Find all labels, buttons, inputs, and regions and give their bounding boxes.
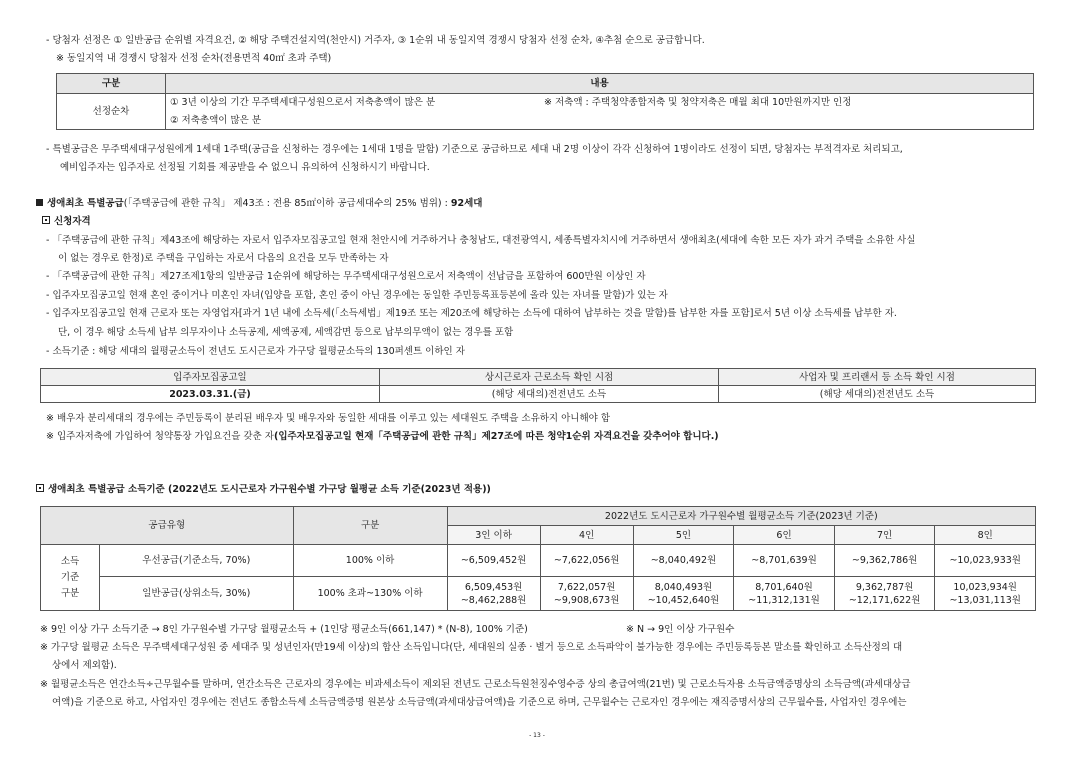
text-line: - 「주택공급에 관한 규칙」제43조에 해당하는 자로서 입주자모집공고일 현재 천안시에 거주하거나 충청남도, 대전광역시, 세종특별자치시에 거주하면서 생애최초(세대에 속한 모든 자가 과거 주택을 소유한 사실 xyxy=(46,235,916,246)
table-cell: 일반공급(상위소득, 30%) xyxy=(100,577,294,611)
note-line: ※ 9인 이상 가구 소득기준 → 8인 가구원수별 가구당 월평균소득 + (1인당 평균소득(661,147) * (N-8), 100% 기준) xyxy=(40,624,528,635)
text-line: - 소득기준 : 해당 세대의 월평균소득이 전년도 도시근로자 가구당 월평균소득의 130퍼센트 이하인 자 xyxy=(46,346,465,357)
table-cell: ~9,362,786원 xyxy=(834,545,935,577)
note-line: ※ 동일지역 내 경쟁시 당첨자 선정 순차(전용면적 40㎡ 초과 주택) xyxy=(56,53,332,64)
table-header: 6인 xyxy=(734,526,835,545)
table-header: 사업자 및 프리랜서 등 소득 확인 시점 xyxy=(719,369,1036,386)
text-line: - 특별공급은 무주택세대구성원에게 1세대 1주택(공급을 신청하는 경우에는 1세대 1명을 말함) 기준으로 공급하므로 세대 내 2명 이상이 각각 신청하여 1명이라도 선정이 되면, 당첨자는 부적격자로 처리되고, xyxy=(46,144,903,155)
table-cell: ~8,040,492원 xyxy=(633,545,734,577)
text-line: - 당첨자 선정은 ① 일반공급 순위별 자격요건, ② 해당 주택건설지역(천안시) 거주자, ③ 1순위 내 동일지역 경쟁시 당첨자 선정 순차, ④추첨 순으로 공급합니다. xyxy=(46,35,705,46)
table-cell: 2023.03.31.(금) xyxy=(41,386,380,403)
note-line: ※ 월평균소득은 연간소득÷근무월수를 말하며, 연간소득은 근로자의 경우에는 비과세소득이 제외된 전년도 근로소득원천징수영수증 상의 총급여액(21번) 및 근로소득자용 소득금액증명상의 소득금액(과세대상급 xyxy=(40,679,911,690)
table-cell: 10,023,934원 ~13,031,113원 xyxy=(935,577,1036,611)
note-line: ※ 입주자저축에 가입하여 청약통장 가입요건을 갖춘 자(입주자모집공고일 현재「주택공급에 관한 규칙」제27조에 따른 청약1순위 자격요건을 갖추어야 합니다.) xyxy=(46,431,719,442)
table-cell: (해당 세대의)전전년도 소득 xyxy=(380,386,719,403)
table-header: 구분 xyxy=(293,507,447,545)
table-cell: ~6,509,452원 xyxy=(447,545,540,577)
table-cell: 8,040,493원 ~10,452,640원 xyxy=(633,577,734,611)
income-check-table xyxy=(40,368,1036,403)
note-line: 여액)을 기준으로 하고, 사업자인 경우에는 전년도 종합소득세 소득금액증명 원본상 소득금액(과세대상급여액)을 기준으로 하며, 근무월수는 근로자인 경우에는 재직증명서상의 근무월수를, 사업자인 경우에는 xyxy=(52,697,907,708)
text-line: 예비입주자는 입주자로 선정될 기회를 제공받을 수 없으니 유의하여 신청하시기 바랍니다. xyxy=(60,162,430,173)
table-header: 7인 xyxy=(834,526,935,545)
table-cell: ~8,701,639원 xyxy=(734,545,835,577)
bullet-square-icon xyxy=(36,199,43,206)
section-title: 생애최초 특별공급 소득기준 (2022년도 도시근로자 가구원수별 가구당 월평균 소득 기준(2023년 적용)) xyxy=(36,483,491,497)
table-header: 4인 xyxy=(540,526,633,545)
table-header: 상시근로자 근로소득 확인 시점 xyxy=(380,369,719,386)
note-line: ※ 가구당 월평균 소득은 무주택세대구성원 중 세대주 및 성년인자(만19세 이상)의 합산 소득입니다(단, 세대원의 실종 · 별거 등으로 소득파악이 불가능한 경우에는 주민등록등본 말소를 확인하고 소득산정의 대 xyxy=(40,642,903,653)
table-cell-line: ② 저축총액이 많은 분 xyxy=(170,115,261,126)
text-line: 이 없는 경우로 한정)로 주택을 구입하는 자로서 다음의 요건을 모두 만족하는 자 xyxy=(58,253,389,264)
table-cell-note: ※ 저축액 : 주택청약종합저축 및 청약저축은 매월 최대 10만원까지만 인정 xyxy=(544,97,852,108)
table-header: 8인 xyxy=(935,526,1036,545)
text-line: - 입주자모집공고일 현재 혼인 중이거나 미혼인 자녀(입양을 포함, 혼인 중이 아닌 경우에는 동일한 주민등록표등본에 올라 있는 자녀를 말함)가 있는 자 xyxy=(46,290,668,301)
table-cell: 8,701,640원 ~11,312,131원 xyxy=(734,577,835,611)
income-standard-table xyxy=(40,506,1036,611)
text-line: - 입주자모집공고일 현재 근로자 또는 자영업자[과거 1년 내에 소득세(「소득세법」제19조 또는 제20조에 해당하는 소득에 대하여 납부하는 것을 말함)를 납부한 자를 포함]로서 5년 이상 소득세를 납부한 자. xyxy=(46,308,897,319)
table-cell: 소득 기준 구분 xyxy=(41,545,100,611)
bullet-square-outline-icon xyxy=(36,484,44,492)
table-cell: 우선공급(기준소득, 70%) xyxy=(100,545,294,577)
table-header: 공급유형 xyxy=(41,507,294,545)
table-header: 구분 xyxy=(57,74,166,94)
table-cell: (해당 세대의)전전년도 소득 xyxy=(719,386,1036,403)
table-cell: ~10,023,933원 xyxy=(935,545,1036,577)
table-cell: 7,622,057원 ~9,908,673원 xyxy=(540,577,633,611)
note-line: 상에서 제외함). xyxy=(52,660,117,671)
table-cell: 6,509,453원 ~8,462,288원 xyxy=(447,577,540,611)
table-header: 3인 이하 xyxy=(447,526,540,545)
table-header: 5인 xyxy=(633,526,734,545)
section-title: 생애최초 특별공급(「주택공급에 관한 규칙」 제43조 : 전용 85㎡이하 공급세대수의 25% 범위) : 92세대 xyxy=(36,197,482,211)
table-header: 내용 xyxy=(166,74,1034,94)
text-line: 단, 이 경우 해당 소득세 납부 의무자이나 소득공제, 세액공제, 세액감면 등으로 납부의무액이 없는 경우를 포함 xyxy=(58,327,514,338)
table-cell: 선정순차 xyxy=(57,94,166,130)
table-cell: 100% 초과~130% 이하 xyxy=(293,577,447,611)
note-line: ※ N → 9인 이상 가구원수 xyxy=(626,624,735,635)
table-cell: ~7,622,056원 xyxy=(540,545,633,577)
table-cell xyxy=(166,94,1034,130)
page-number: - 13 - xyxy=(529,732,545,739)
subsection-title: 신청자격 xyxy=(42,215,91,229)
table-cell: 9,362,787원 ~12,171,622원 xyxy=(834,577,935,611)
table-header: 2022년도 도시근로자 가구원수별 월평균소득 기준(2023년 기준) xyxy=(447,507,1035,526)
table-header: 입주자모집공고일 xyxy=(41,369,380,386)
table-cell-line: ① 3년 이상의 기간 무주택세대구성원으로서 저축총액이 많은 분 xyxy=(170,97,436,108)
text-line: - 「주택공급에 관한 규칙」제27조제1항의 일반공급 1순위에 해당하는 무주택세대구성원으로서 저축액이 선납금을 포함하여 600만원 이상인 자 xyxy=(46,271,646,282)
selection-order-table xyxy=(56,73,1034,130)
bullet-square-outline-icon xyxy=(42,216,50,224)
note-line: ※ 배우자 분리세대의 경우에는 주민등록이 분리된 배우자 및 배우자와 동일한 세대를 이루고 있는 세대원도 주택을 소유하지 아니해야 함 xyxy=(46,413,611,424)
table-cell: 100% 이하 xyxy=(293,545,447,577)
